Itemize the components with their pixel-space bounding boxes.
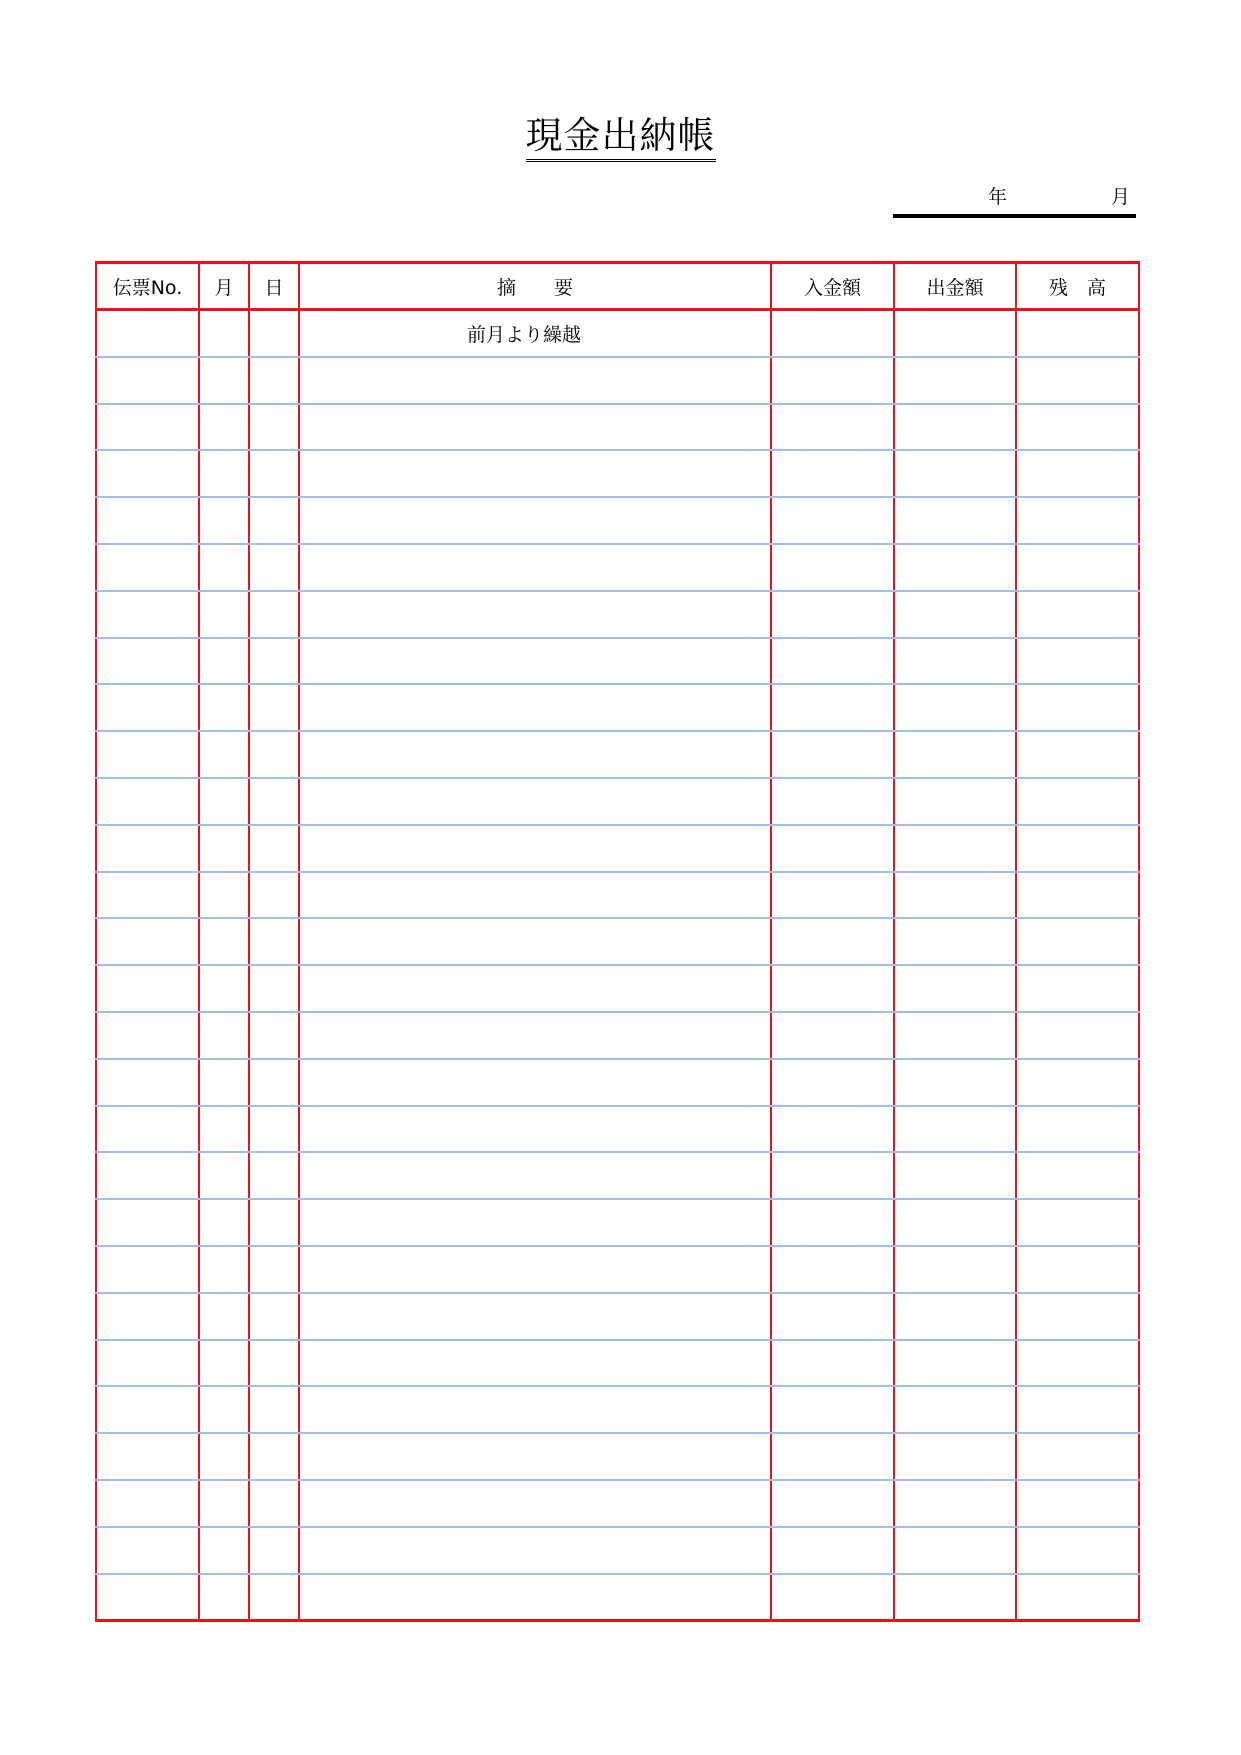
cell-month[interactable] [199,638,249,685]
cell-slip-no[interactable] [96,778,199,825]
table-row [96,1340,1139,1387]
cell-income[interactable] [771,1433,894,1480]
cell-description[interactable] [299,731,771,778]
cell-month[interactable] [199,778,249,825]
cell-income[interactable] [771,1012,894,1059]
cell-slip-no[interactable] [96,1012,199,1059]
table-row [96,544,1139,591]
cell-slip-no[interactable] [96,638,199,685]
cell-slip-no[interactable] [96,1293,199,1340]
cell-balance[interactable] [1016,778,1139,825]
cell-expense[interactable] [894,544,1016,591]
cell-balance[interactable] [1016,1152,1139,1199]
table-row [96,684,1139,731]
cell-expense[interactable] [894,1527,1016,1574]
cell-expense[interactable] [894,965,1016,1012]
cell-month[interactable] [199,684,249,731]
cell-slip-no[interactable] [96,1199,199,1246]
cell-month[interactable] [199,1433,249,1480]
cell-income[interactable] [771,731,894,778]
table-row [96,1433,1139,1480]
cell-slip-no[interactable] [96,731,199,778]
cell-month[interactable] [199,1340,249,1387]
cell-income[interactable] [771,1480,894,1527]
cell-day[interactable] [249,638,299,685]
cell-income[interactable] [771,591,894,638]
cell-slip-no[interactable] [96,825,199,872]
cell-slip-no[interactable] [96,591,199,638]
cash-ledger-table [95,261,1140,1622]
table-row [96,450,1139,497]
cell-expense[interactable] [894,1246,1016,1293]
cell-income[interactable] [771,1527,894,1574]
cell-expense[interactable] [894,825,1016,872]
cell-month[interactable] [199,1246,249,1293]
cell-day[interactable] [249,684,299,731]
cell-slip-no[interactable] [96,872,199,919]
cell-income[interactable] [771,1246,894,1293]
table-row [96,1246,1139,1293]
cell-income[interactable] [771,497,894,544]
cell-expense[interactable] [894,357,1016,404]
header-row [96,263,1139,310]
cell-balance[interactable] [1016,965,1139,1012]
cell-slip-no[interactable] [96,1386,199,1433]
cell-balance[interactable] [1016,450,1139,497]
cell-slip-no[interactable] [96,918,199,965]
cell-expense[interactable] [894,1059,1016,1106]
cell-balance[interactable] [1016,1386,1139,1433]
cell-expense[interactable] [894,1386,1016,1433]
cell-expense[interactable] [894,1199,1016,1246]
cell-day[interactable] [249,357,299,404]
cell-month[interactable] [199,1480,249,1527]
cell-balance[interactable] [1016,591,1139,638]
cell-slip-no[interactable] [96,684,199,731]
cell-income[interactable] [771,778,894,825]
cell-income[interactable] [771,1574,894,1621]
cell-description[interactable] [299,544,771,591]
cell-slip-no[interactable] [96,1433,199,1480]
table-row [96,1012,1139,1059]
cell-day[interactable] [249,1527,299,1574]
title-text: 現金出納帳 [526,114,716,162]
cell-day[interactable] [249,310,299,357]
cell-description[interactable] [299,638,771,685]
cell-income[interactable] [771,1386,894,1433]
cell-slip-no[interactable] [96,1246,199,1293]
cell-balance[interactable] [1016,1293,1139,1340]
cell-description[interactable] [299,450,771,497]
cell-slip-no[interactable] [96,965,199,1012]
header-day: 日 [249,263,299,310]
cell-day[interactable] [249,731,299,778]
cell-day[interactable] [249,591,299,638]
cell-description[interactable]: 前月より繰越 [299,310,771,357]
table-row [96,1106,1139,1153]
cell-expense[interactable] [894,1152,1016,1199]
cell-balance[interactable] [1016,872,1139,919]
cell-balance[interactable] [1016,1199,1139,1246]
cell-day[interactable] [249,497,299,544]
cell-description[interactable] [299,825,771,872]
cell-day[interactable] [249,1012,299,1059]
cell-expense[interactable] [894,684,1016,731]
cell-expense[interactable] [894,1480,1016,1527]
cell-day[interactable] [249,1433,299,1480]
cell-month[interactable] [199,1059,249,1106]
cell-expense[interactable] [894,1106,1016,1153]
cell-description[interactable] [299,1480,771,1527]
cell-description[interactable] [299,1199,771,1246]
cell-expense[interactable] [894,778,1016,825]
cell-expense[interactable] [894,1293,1016,1340]
cell-day[interactable] [249,544,299,591]
cell-month[interactable] [199,357,249,404]
table-row [96,1199,1139,1246]
cell-slip-no[interactable] [96,1059,199,1106]
table-row [96,825,1139,872]
cell-description[interactable] [299,918,771,965]
table-row [96,731,1139,778]
cell-balance[interactable] [1016,638,1139,685]
cell-description[interactable] [299,1293,771,1340]
cell-slip-no[interactable] [96,1106,199,1153]
cell-description[interactable] [299,1340,771,1387]
page-title [0,114,1241,162]
cell-income[interactable] [771,965,894,1012]
cell-month[interactable] [199,1293,249,1340]
cell-month[interactable] [199,918,249,965]
header-description: 摘 要 [299,263,771,310]
table-row [96,357,1139,404]
cell-slip-no[interactable] [96,357,199,404]
cell-description[interactable] [299,1527,771,1574]
cell-description[interactable] [299,497,771,544]
cell-expense[interactable] [894,450,1016,497]
cell-expense[interactable] [894,404,1016,451]
cell-balance[interactable] [1016,1527,1139,1574]
table-row [96,1480,1139,1527]
header-slip-no: 伝票No. [96,263,199,310]
cell-day[interactable] [249,778,299,825]
cell-month[interactable] [199,310,249,357]
cell-month[interactable] [199,591,249,638]
cell-expense[interactable] [894,1012,1016,1059]
cell-slip-no[interactable] [96,310,199,357]
cell-description[interactable] [299,1012,771,1059]
cell-month[interactable] [199,1386,249,1433]
table-row [96,1152,1139,1199]
cell-income[interactable] [771,544,894,591]
cell-day[interactable] [249,1480,299,1527]
cell-month[interactable] [199,497,249,544]
cell-balance[interactable] [1016,544,1139,591]
cell-slip-no[interactable] [96,404,199,451]
cell-day[interactable] [249,872,299,919]
table-row [96,310,1139,357]
cell-income[interactable] [771,825,894,872]
header-expense: 出金額 [894,263,1016,310]
cell-balance[interactable] [1016,731,1139,778]
cell-slip-no[interactable] [96,544,199,591]
cell-expense[interactable] [894,497,1016,544]
cell-slip-no[interactable] [96,1527,199,1574]
year-label: 年 [988,186,1008,208]
cell-expense[interactable] [894,1574,1016,1621]
cell-month[interactable] [199,1012,249,1059]
cell-slip-no[interactable] [96,450,199,497]
cell-balance[interactable] [1016,404,1139,451]
cell-description[interactable] [299,872,771,919]
cell-expense[interactable] [894,731,1016,778]
period-field [893,178,1136,218]
table-row [96,918,1139,965]
table-row [96,1059,1139,1106]
cell-balance[interactable] [1016,1480,1139,1527]
cell-description[interactable] [299,1106,771,1153]
cell-balance[interactable] [1016,1433,1139,1480]
cell-description[interactable] [299,965,771,1012]
cell-month[interactable] [199,1152,249,1199]
cell-income[interactable] [771,310,894,357]
cell-balance[interactable] [1016,1012,1139,1059]
cell-month[interactable] [199,731,249,778]
cell-slip-no[interactable] [96,1480,199,1527]
cell-description[interactable] [299,684,771,731]
cell-month[interactable] [199,1527,249,1574]
cell-expense[interactable] [894,918,1016,965]
cell-day[interactable] [249,825,299,872]
cell-month[interactable] [199,1574,249,1621]
cell-month[interactable] [199,544,249,591]
table-row [96,1386,1139,1433]
month-label: 月 [1110,186,1130,208]
cell-day[interactable] [249,404,299,451]
cell-day[interactable] [249,1340,299,1387]
cell-balance[interactable] [1016,1574,1139,1621]
cell-description[interactable] [299,1059,771,1106]
table-row [96,497,1139,544]
cell-income[interactable] [771,638,894,685]
cell-balance[interactable] [1016,825,1139,872]
cell-income[interactable] [771,1293,894,1340]
cell-month[interactable] [199,825,249,872]
cell-balance[interactable] [1016,1106,1139,1153]
cell-balance[interactable] [1016,1059,1139,1106]
table-row [96,404,1139,451]
cell-day[interactable] [249,1246,299,1293]
cell-description[interactable] [299,591,771,638]
table-row [96,1293,1139,1340]
header-month: 月 [199,263,249,310]
cell-balance[interactable] [1016,1340,1139,1387]
cell-expense[interactable] [894,591,1016,638]
cell-balance[interactable] [1016,497,1139,544]
cell-income[interactable] [771,357,894,404]
cell-description[interactable] [299,404,771,451]
cell-day[interactable] [249,965,299,1012]
cell-day[interactable] [249,1106,299,1153]
cell-day[interactable] [249,450,299,497]
cell-expense[interactable] [894,872,1016,919]
cell-month[interactable] [199,450,249,497]
cell-balance[interactable] [1016,357,1139,404]
cell-balance[interactable] [1016,310,1139,357]
cell-day[interactable] [249,1059,299,1106]
table-row [96,965,1139,1012]
cell-day[interactable] [249,918,299,965]
cell-slip-no[interactable] [96,497,199,544]
cell-month[interactable] [199,965,249,1012]
cell-income[interactable] [771,872,894,919]
cell-description[interactable] [299,1152,771,1199]
cell-description[interactable] [299,357,771,404]
header-income: 入金額 [771,263,894,310]
cell-balance[interactable] [1016,1246,1139,1293]
table-row [96,872,1139,919]
cell-description[interactable] [299,778,771,825]
table-row [96,1574,1139,1621]
table-row [96,638,1139,685]
cell-description[interactable] [299,1246,771,1293]
cell-month[interactable] [199,872,249,919]
cell-day[interactable] [249,1293,299,1340]
cell-income[interactable] [771,1340,894,1387]
cell-income[interactable] [771,918,894,965]
cell-month[interactable] [199,1106,249,1153]
cell-income[interactable] [771,450,894,497]
cell-day[interactable] [249,1386,299,1433]
cell-expense[interactable] [894,1340,1016,1387]
cell-expense[interactable] [894,310,1016,357]
table-row [96,1527,1139,1574]
cell-balance[interactable] [1016,684,1139,731]
cell-income[interactable] [771,1106,894,1153]
cell-month[interactable] [199,1199,249,1246]
cell-balance[interactable] [1016,918,1139,965]
cell-day[interactable] [249,1152,299,1199]
cell-description[interactable] [299,1386,771,1433]
cell-month[interactable] [199,404,249,451]
table-row [96,778,1139,825]
cell-description[interactable] [299,1574,771,1621]
cell-day[interactable] [249,1199,299,1246]
cell-expense[interactable] [894,1433,1016,1480]
cell-income[interactable] [771,404,894,451]
cell-expense[interactable] [894,638,1016,685]
table-row [96,591,1139,638]
cell-day[interactable] [249,1574,299,1621]
cell-income[interactable] [771,1059,894,1106]
header-balance: 残 高 [1016,263,1139,310]
cell-slip-no[interactable] [96,1340,199,1387]
cell-slip-no[interactable] [96,1574,199,1621]
cell-income[interactable] [771,684,894,731]
cell-description[interactable] [299,1433,771,1480]
cell-slip-no[interactable] [96,1152,199,1199]
cell-income[interactable] [771,1199,894,1246]
cell-income[interactable] [771,1152,894,1199]
